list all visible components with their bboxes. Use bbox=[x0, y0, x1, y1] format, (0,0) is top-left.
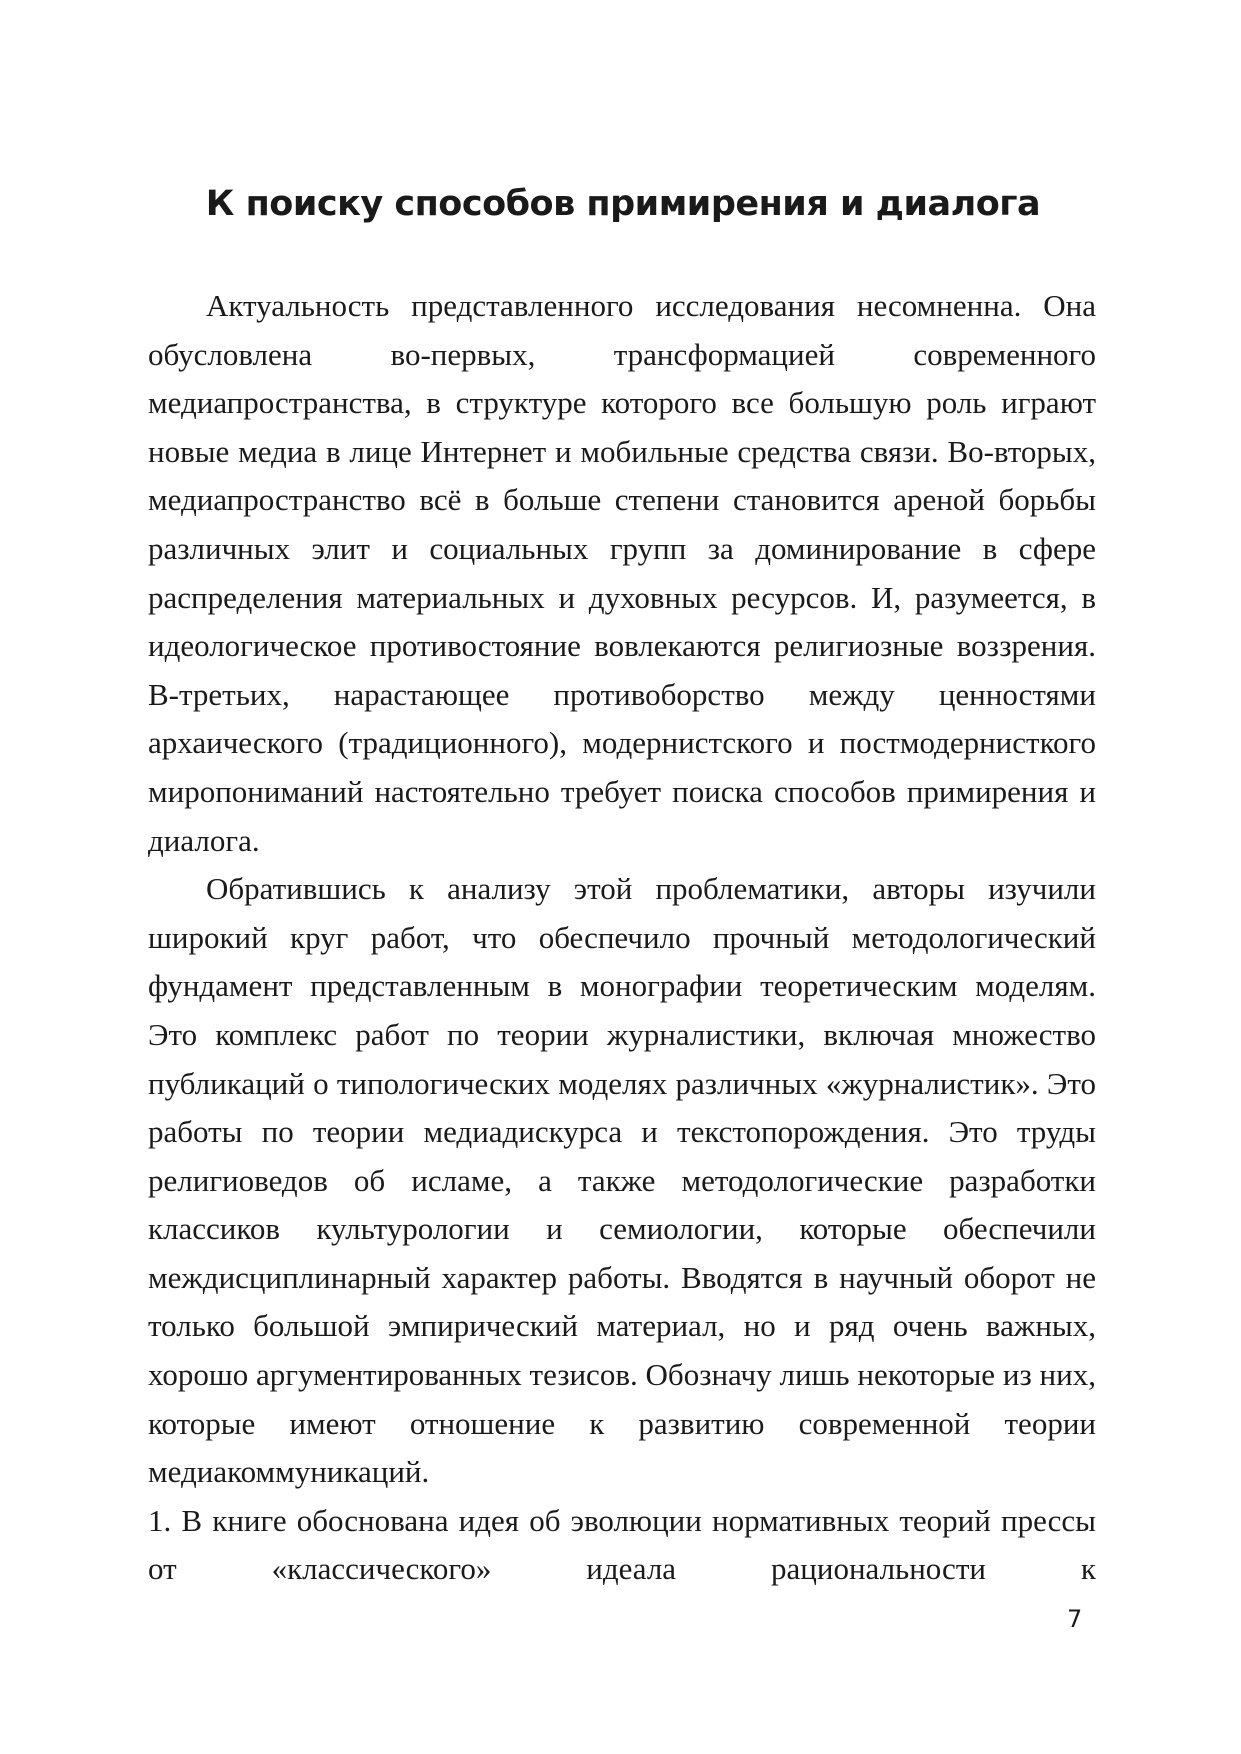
paragraph-1: Актуальность представленного исследования несомненна. Она обусловлена во-первых, трансформацией современного медиапространства, в структуре которого все большую роль играют новые медиа в лице Интернет и мобильные средства связи. Во-вторых, медиапространство всё в больше степени становится ареной борьбы различных элит и социальных групп за доминирование в сфере распределения материальных и духовных ресурсов. И, разумеется, в идеологическое противостояние вовлекаются религиозные воззрения. В-третьих, нарастающее противоборство между ценностями архаического (традиционного), модернистского и постмодерниcткого миропониманий настоятельно требует поиска способов примирения и диалога. bbox=[148, 288, 1096, 858]
page-number: 7 bbox=[1067, 1605, 1083, 1633]
body-text bbox=[148, 282, 1096, 1594]
page-title: К поиску способов примирения и диалога bbox=[205, 184, 1041, 224]
paragraph-3: 1. В книге обоснована идея об эволюции нормативных теорий прессы от «классического» идеала рациональности к bbox=[148, 1502, 1096, 1587]
paragraph-2: Обратившись к анализу этой проблематики, авторы изучили широкий круг работ, что обеспечило прочный методологический фундамент представленным в монографии теоретическим моделям. Это комплекс работ по теории журналистики, включая множество публикаций о типологических моделях различных «журналистик». Это работы по теории медиадискурса и текстопорождения. Это труды религиоведов об исламе, а также методологические разработки классиков культурологии и семиологии, которые обеспечили междисциплинарный характер работы. Вводятся в научный оборот не только большой эмпирический материал, но и ряд очень важных, хорошо аргументированных тезисов. Обозначу лишь некоторые из них, которые имеют отношение к развитию современной теории медиакоммуникаций. bbox=[148, 871, 1096, 1490]
